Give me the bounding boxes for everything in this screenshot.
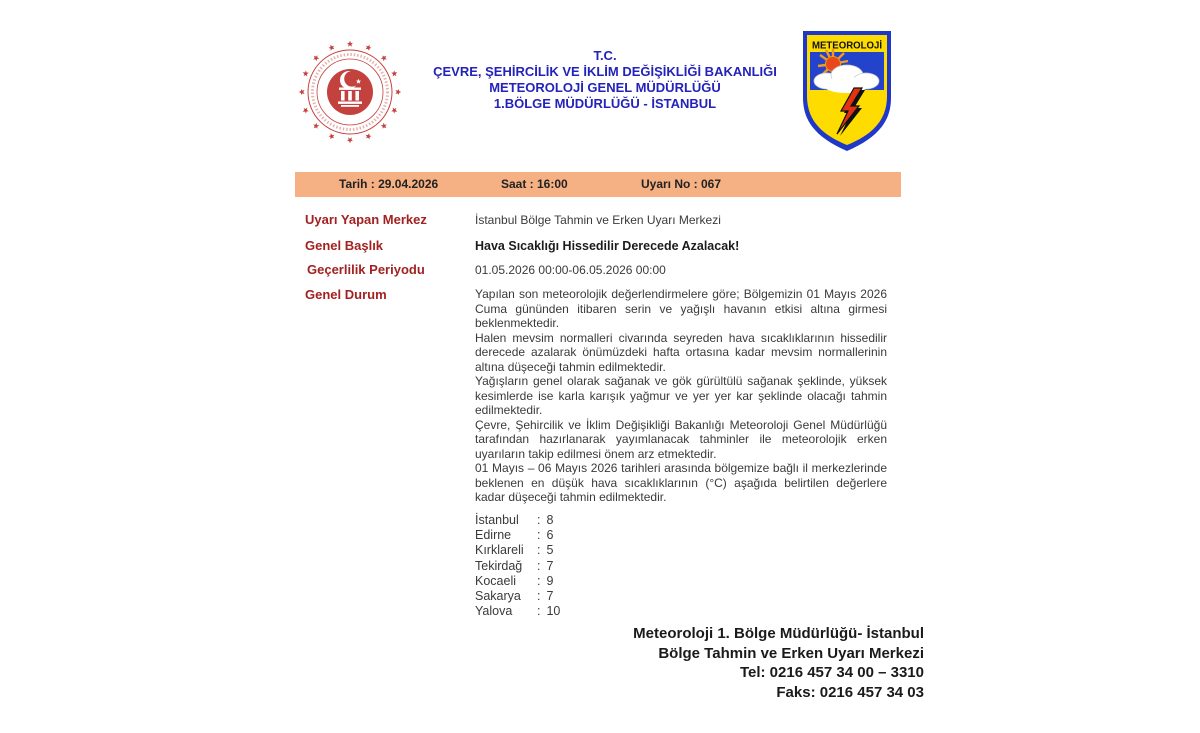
meteorology-shield-logo [797,28,897,156]
separator: : [537,573,541,588]
header-line-region: 1.BÖLGE MÜDÜRLÜĞÜ - İSTANBUL [493,96,717,111]
situation-paragraph: Çevre, Şehircilik ve İklim Değişikliği Bakanlığı Meteoroloji Genel Müdürlüğü tarafından hazırlanarak yayımlanacak tahminler ile meteorolojik erken uyarıların takip edilmesi önem arz etmektedir. [475,417,887,461]
city-name: Edirne [475,528,512,543]
footer-center-line: Bölge Tahmin ve Erken Uyarı Merkezi [658,644,924,662]
city-name: Kırklareli [475,543,524,558]
temperature-value: 10 [546,604,561,619]
temperature-row [475,574,560,589]
temperature-value: 7 [546,589,554,604]
separator: : [537,528,541,543]
shield-title: METEOROLOJİ [812,39,889,52]
general-title-value: Hava Sıcaklığı Hissedilir Derecede Azalacak! [475,239,740,253]
footer-office-line: Meteoroloji 1. Bölge Müdürlüğü- İstanbul [633,625,924,642]
separator: : [537,513,541,527]
temperature-value: 8 [546,513,554,527]
general-title-label: Genel Başlık [305,238,384,253]
general-situation-label: Genel Durum [305,287,387,302]
city-name: Tekirdağ [475,558,523,573]
document-footer [633,624,924,702]
temperature-value: 7 [546,558,554,573]
situation-paragraph: Yağışların genel olarak sağanak ve gök gürültülü sağanak şeklinde, yüksek kesimlerde ise karla karışık yağmur ve yer yer kar şeklinde olacağı tahmin edilmektedir. [475,374,887,417]
separator: : [537,604,541,619]
general-situation-text [475,287,887,505]
report-date: Tarih : 29.04.2026 [339,177,439,191]
info-bar [295,172,901,197]
temperature-row [475,528,560,543]
document-header-title [350,48,860,112]
temperature-row [475,604,560,619]
situation-paragraph: Halen mevsim normalleri civarında seyreden hava sıcaklıklarının hissedilir derecede azalarak önümüzdeki hafta ortasına kadar mevsim normallerinin altına düşeceği tahmin edilmektedir. [475,330,887,374]
issuing-center-value: İstanbul Bölge Tahmin ve Erken Uyarı Merkezi [475,213,721,227]
temperature-value: 9 [546,573,554,588]
warning-number: Uyarı No : 067 [641,177,722,191]
situation-paragraph: 01 Mayıs – 06 Mayıs 2026 tarihleri arasında bölgemize bağlı il merkezlerinde beklenen en düşük hava sıcaklıklarının (°C) aşağıda belirtilen değerlere kadar düşeceği tahmin edilmektedir. [475,461,887,504]
separator: : [537,558,541,573]
city-name: Sakarya [475,589,521,604]
validity-period-value: 01.05.2026 00:00-06.05.2026 00:00 [475,263,666,277]
situation-paragraph: Yapılan son meteorolojik değerlendirmelere göre; Bölgemizin 01 Mayıs 2026 Cuma gününden itibaren serin ve yağışlı havanın etkisi altına girmesi beklenmektedir. [475,287,887,330]
issuing-center-label: Uyarı Yapan Merkez [305,212,427,227]
footer-phone-line: Tel: 0216 457 34 00 – 3310 [739,664,924,681]
temperature-row [475,589,560,604]
temperature-row [475,559,560,574]
footer-fax-line: Faks: 0216 457 34 03 [776,683,924,701]
header-line-tc: T.C. [593,48,617,63]
validity-period-label: Geçerlilik Periyodu [307,262,425,277]
separator: : [537,589,541,604]
temperature-value: 6 [546,528,554,543]
city-name: İstanbul [475,513,519,527]
minimum-temperature-list [475,513,560,619]
city-name: Kocaeli [475,573,516,588]
header-line-ministry: ÇEVRE, ŞEHİRCİLİK VE İKLİM DEĞİŞİKLİĞİ BAKANLIĞI [433,64,777,79]
temperature-value: 5 [546,543,554,558]
city-name: Yalova [475,604,513,619]
temperature-row [475,543,560,558]
separator: : [537,543,541,558]
report-time: Saat : 16:00 [501,177,568,191]
temperature-row [475,513,560,528]
header-line-directorate: METEOROLOJİ GENEL MÜDÜRLÜĞÜ [489,80,721,95]
